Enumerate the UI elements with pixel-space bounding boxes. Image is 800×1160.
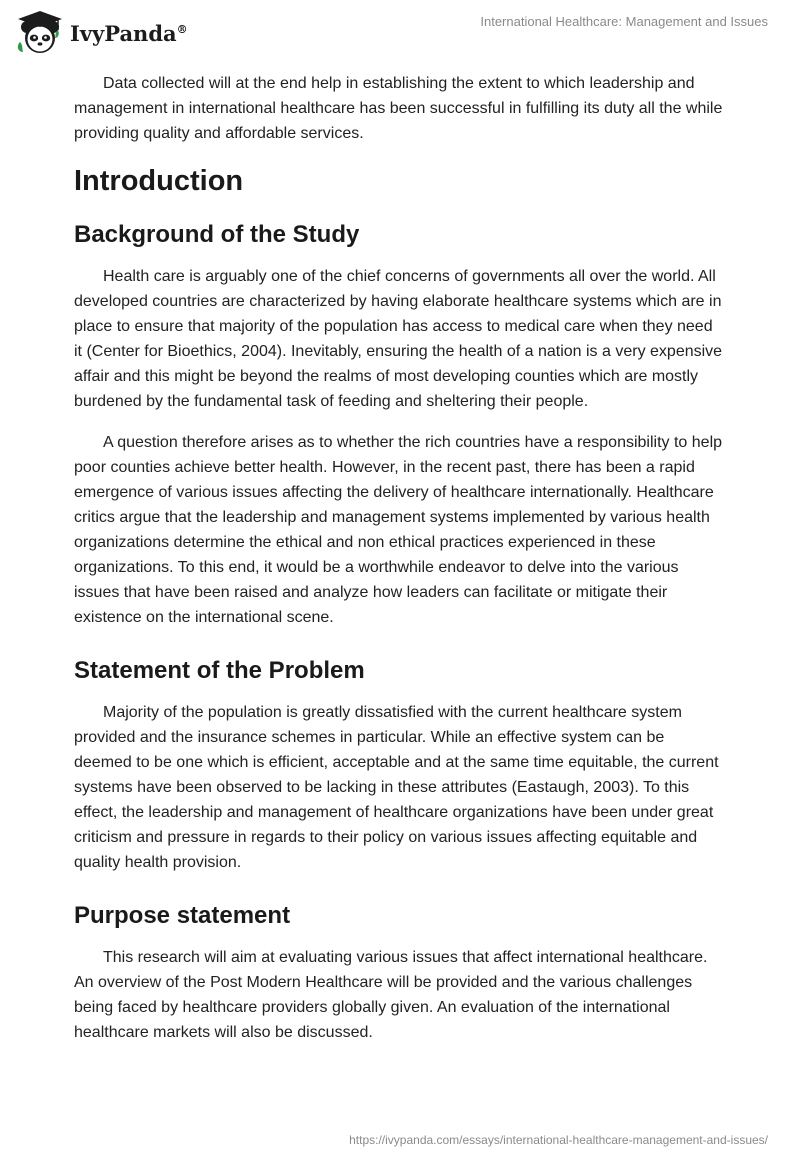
- section-title-introduction: Introduction: [74, 165, 244, 197]
- source-url[interactable]: https://ivypanda.com/essays/international-healthcare-management-and-issues/: [349, 1133, 768, 1147]
- paragraph: Majority of the population is greatly dissatisfied with the current healthcare system provided and the insurance schemes in particular. While an effective system can be deemed to be one which is efficient, acceptable and at the same time equitable, the current systems have been observed to be lacking in these attributes (Eastaugh, 2003). To this effect, the leadership and management of healthcare organizations have been under great criticism and pressure in regards to their policy on various issues affecting equitable and quality health provision.: [74, 704, 719, 871]
- ivypanda-logo[interactable]: [14, 8, 188, 56]
- document-title: International Healthcare: Management and Issues: [480, 14, 768, 29]
- heading-statement-of-problem: Statement of the Problem: [74, 657, 365, 684]
- heading-purpose-statement: Purpose statement: [74, 902, 291, 929]
- intro-paragraph: Data collected will at the end help in establishing the extent to which leadership and management in international healthcare has been successful in fulfilling its duty all the while providing quality and affordable services.: [74, 75, 723, 142]
- registered-mark: ®: [176, 22, 188, 36]
- essay-content: [74, 71, 724, 1061]
- paragraph: Health care is arguably one of the chief concerns of governments all over the world. All developed countries are characterized by having elaborate healthcare systems which are in place to ensure that majority of the population has access to medical care when they need it (Center for Bioethics, 2004). Inevitably, ensuring the health of a nation is a very expensive affair and this might be beyond the realms of most developing counties which are mostly burdened by the fundamental task of feeding and sheltering their people.: [74, 268, 723, 410]
- heading-background: Background of the Study: [74, 221, 360, 248]
- brand-name: IvyPanda: [70, 20, 177, 46]
- paragraph: This research will aim at evaluating various issues that affect international healthcare. An overview of the Post Modern Healthcare will be provided and the various challenges being faced by healthcare providers globally given. An evaluation of the international healthcare markets will also be discussed.: [74, 949, 708, 1041]
- page-header: [0, 0, 800, 60]
- paragraph: A question therefore arises as to whether the rich countries have a responsibility to help poor counties achieve better health. However, in the recent past, there has been a rapid emergence of various issues affecting the delivery of healthcare internationally. Healthcare critics argue that the leadership and management systems implemented by various health organizations determine the ethical and non ethical practices experienced in these organizations. To this end, it would be a worthwhile endeavor to delve into the various issues that have been raised and analyze how leaders can facilitate or mitigate their existence on the international scene.: [74, 434, 723, 626]
- panda-graduation-cap-icon: [14, 8, 66, 56]
